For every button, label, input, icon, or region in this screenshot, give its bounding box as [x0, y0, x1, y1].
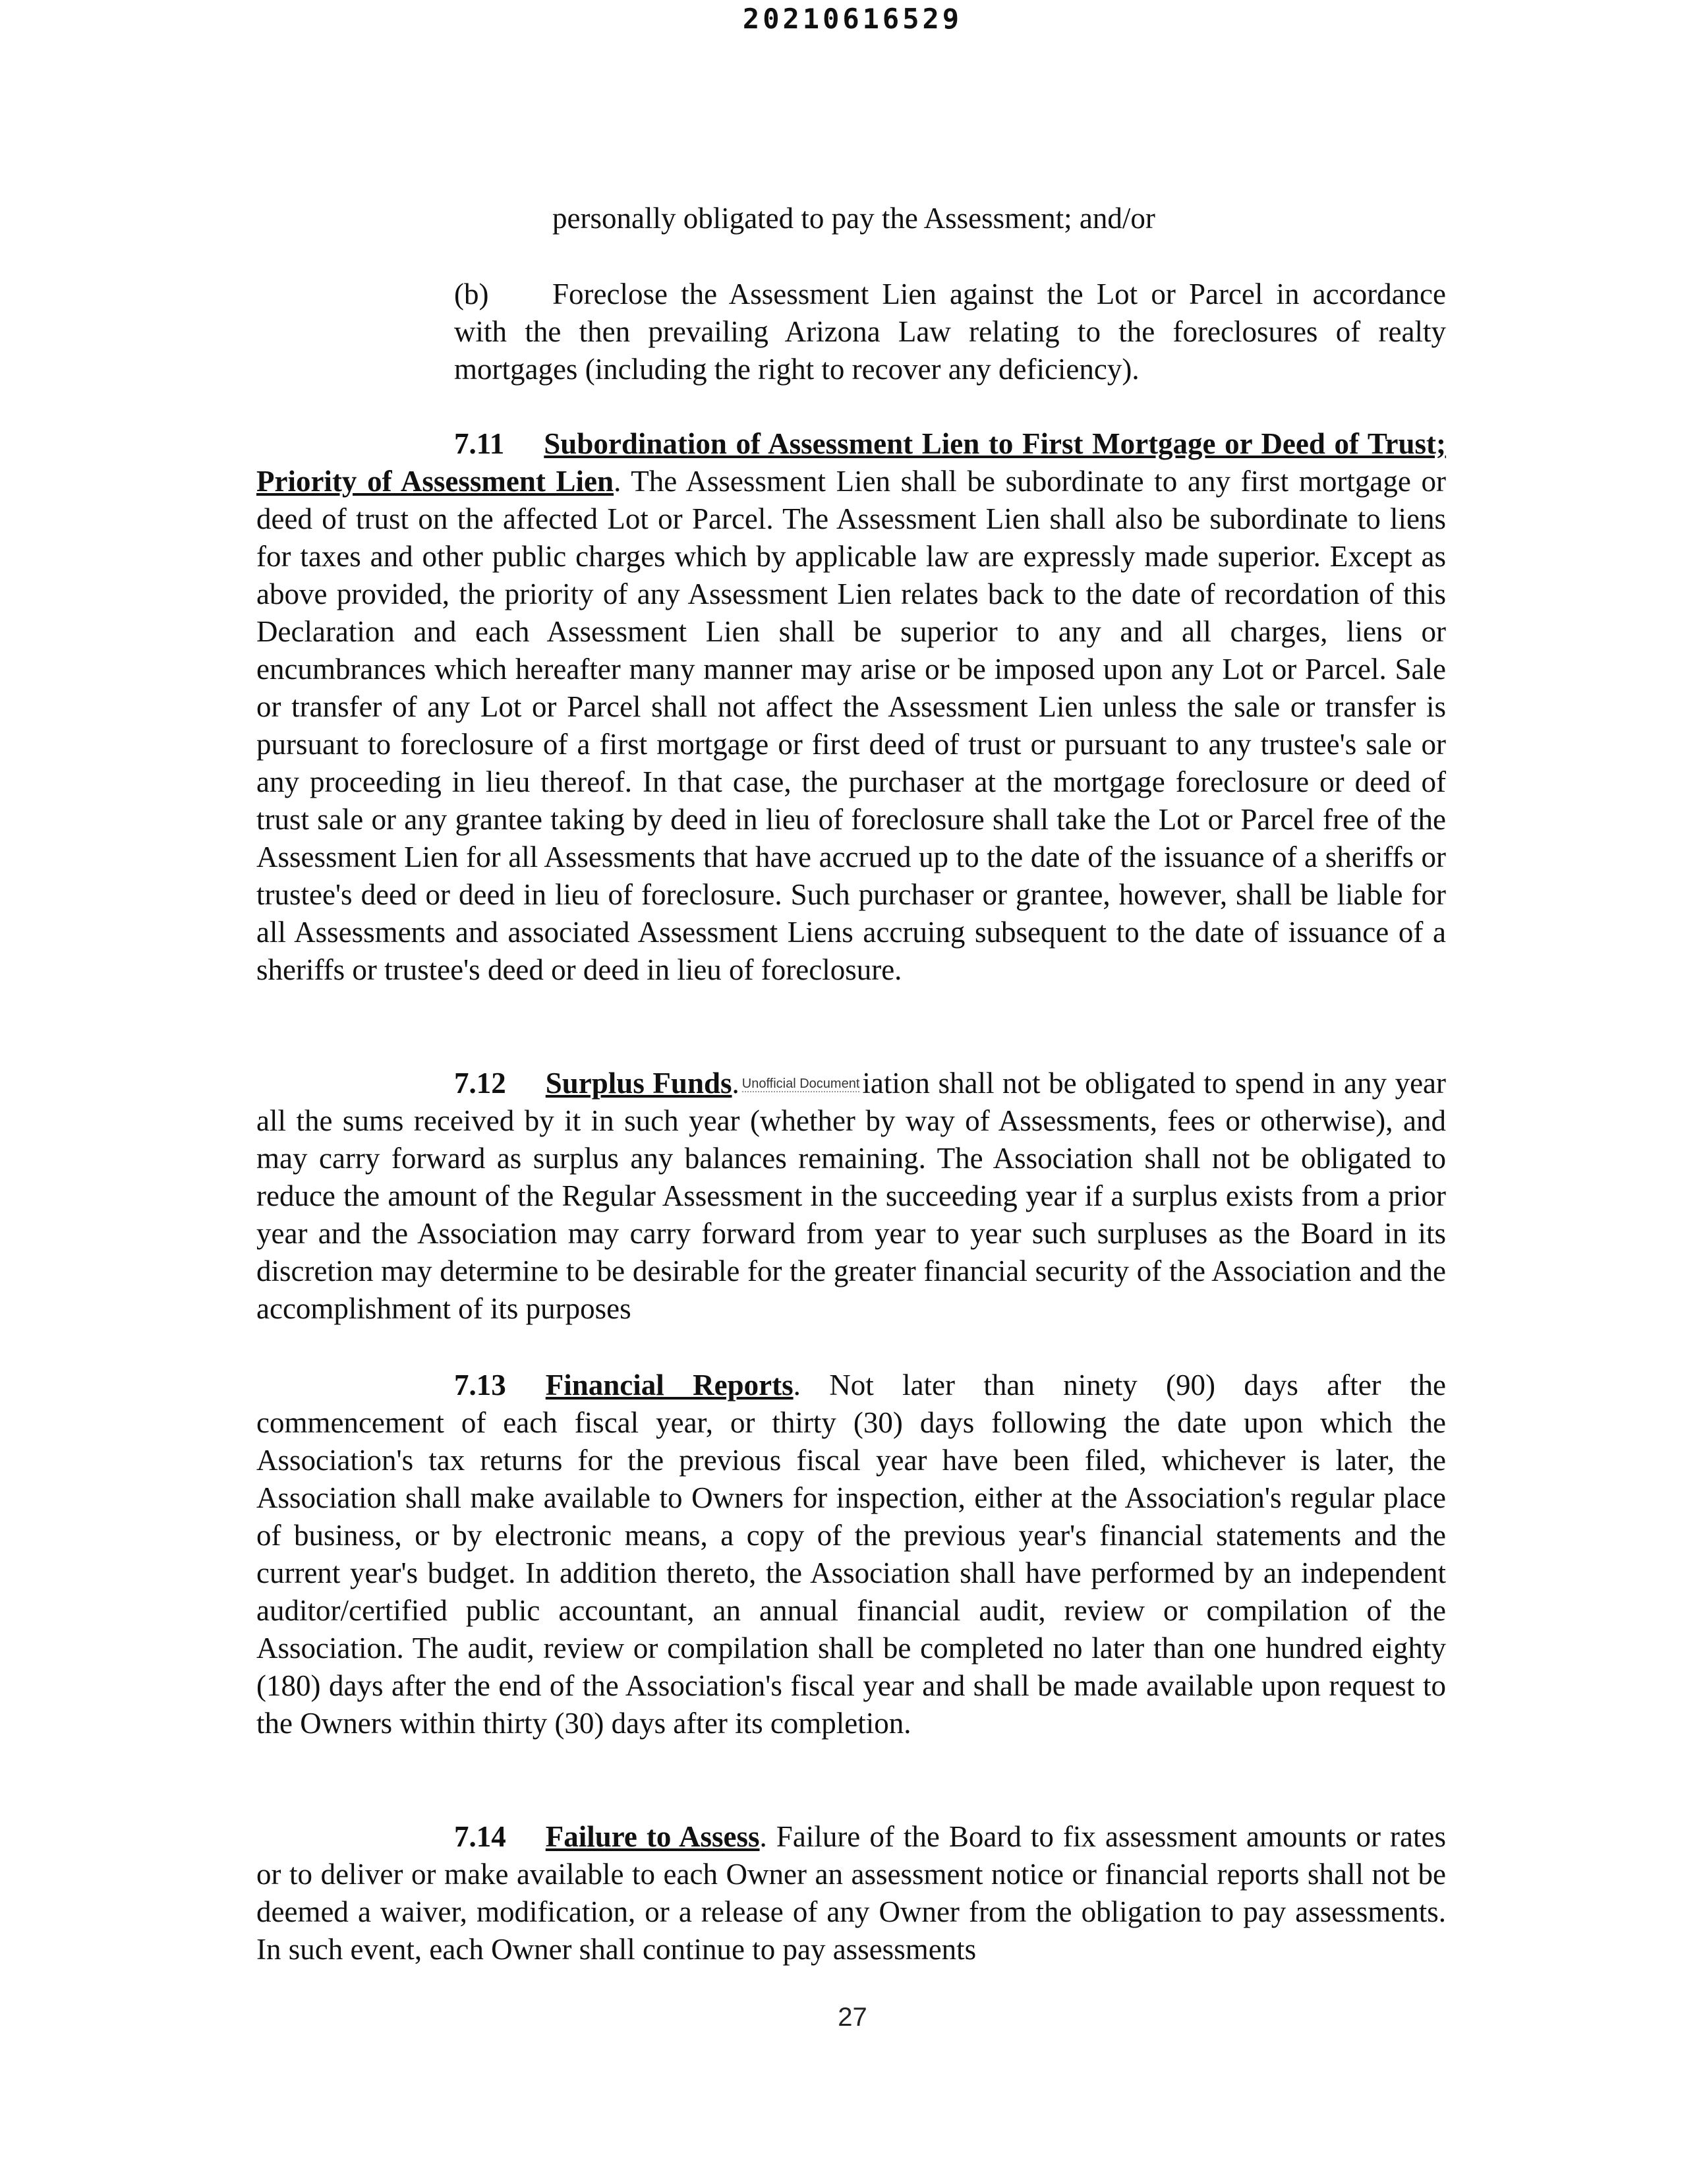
section-title: Surplus Funds: [545, 1067, 732, 1100]
section-body: . Not later than ninety (90) days after the commencement of each fiscal year, or thirty (30) days following the date upon which the Association's tax returns for the previous fiscal year have been filed, whichever is later, the Association shall make available to Owners for inspection, either at the Association's regular place of business, or by electronic means, a copy of the previous year's financial statements and the current year's budget. In addition thereto, the Association shall have performed by an independent auditor/certified public accountant, an annual financial audit, review or compilation of the Association. The audit, review or compilation shall be completed no later than one hundred eighty (180) days after the end of the Association's fiscal year and shall be made available upon request to the Owners within thirty (30) days after its completion.: [256, 1369, 1446, 1740]
section-number: 7.12: [454, 1067, 506, 1100]
section-title: Subordination of Assessment Lien to First Mortgage or Deed of Trust; Priority of Assessment Lien: [256, 427, 1446, 498]
section-7-14: [256, 1818, 1446, 1968]
page-number: 27: [838, 2003, 867, 2032]
subparagraph-b-text: Foreclose the Assessment Lien against the Lot or Parcel in accordance with the then prevailing Arizona Law relating to the foreclosures of realty mortgages (including the right to recover any deficiency).: [454, 278, 1446, 386]
section-body: iation shall not be obligated to spend in any year all the sums received by it in such year (whether by way of Assessments, fees or otherwise), and may carry forward as surplus any balances remaining. The Association shall not be obligated to reduce the amount of the Regular Assessment in the succeeding year if a surplus exists from a prior year and the Association may carry forward from year to year such surpluses as the Board in its discretion may determine to be desirable for the greater financial security of the Association and the accomplishment of its purposes: [256, 1067, 1447, 1325]
section-title: Financial Reports: [545, 1369, 794, 1402]
section-7-12: [256, 1065, 1446, 1328]
section-number: 7.14: [454, 1820, 506, 1853]
subparagraph-b: [454, 276, 1446, 388]
section-7-13: [256, 1367, 1446, 1742]
continuation-line: personally obligated to pay the Assessment; and/or: [552, 202, 1155, 235]
section-title-period: .: [732, 1067, 739, 1100]
section-7-11: [256, 425, 1446, 989]
subparagraph-b-label: (b): [454, 278, 489, 310]
section-body: . Failure of the Board to fix assessment amounts or rates or to deliver or make available to each Owner an assessment notice or financial reports shall not be deemed a waiver, modification, or a release of any Owner from the obligation to pay assessments. In such event, each Owner shall continue to pay assessments: [256, 1820, 1446, 1966]
section-number: 7.11: [454, 427, 505, 460]
section-title: Failure to Assess: [545, 1820, 760, 1853]
document-number: 20210616529: [742, 3, 963, 35]
section-body: . The Assessment Lien shall be subordinate to any first mortgage or deed of trust on the affected Lot or Parcel. The Assessment Lien shall also be subordinate to liens for taxes and other public charges which by applicable law are expressly made superior. Except as above provided, the priority of any Assessment Lien relates back to the date of recordation of this Declaration and each Assessment Lien shall be superior to any and all charges, liens or encumbrances which hereafter many manner may arise or be imposed upon any Lot or Parcel. Sale or transfer of any Lot or Parcel shall not affect the Assessment Lien unless the sale or transfer is pursuant to foreclosure of a first mortgage or first deed of trust or pursuant to any trustee's sale or any proceeding in lieu thereof. In that case, the purchaser at the mortgage foreclosure or deed of trust sale or any grantee taking by deed in lieu of foreclosure shall take the Lot or Parcel free of the Assessment Lien for all Assessments that have accrued up to the date of the issuance of a sheriffs or trustee's deed or deed in lieu of foreclosure. Such purchaser or grantee, however, shall be liable for all Assessments and associated Assessment Liens accruing subsequent to the date of issuance of a sheriffs or trustee's deed or deed in lieu of foreclosure.: [256, 465, 1446, 986]
section-number: 7.13: [454, 1369, 506, 1402]
unofficial-document-watermark: Unofficial Document: [741, 1077, 860, 1091]
